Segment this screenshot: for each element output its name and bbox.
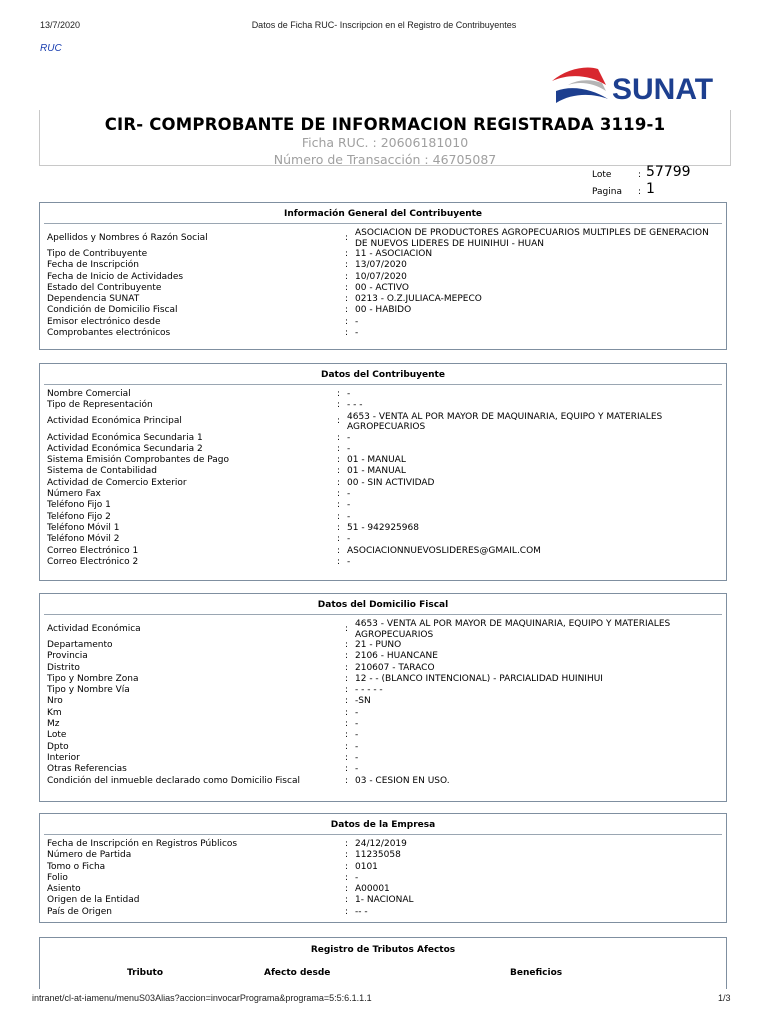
field-separator: :: [345, 685, 349, 696]
field-separator: :: [345, 730, 349, 741]
field-row: [47, 640, 720, 651]
field-value: -: [355, 328, 359, 339]
field-label: Actividad Económica Principal: [47, 416, 182, 427]
field-value: -SN: [355, 696, 371, 707]
field-separator: :: [345, 764, 349, 775]
field-row: [47, 500, 720, 511]
ficha-ruc: Ficha RUC. : 20606181010: [301, 135, 469, 150]
field-value: -: [355, 719, 359, 730]
field-label: Tipo de Representación: [47, 400, 153, 411]
field-separator: :: [337, 389, 341, 399]
field-value: 11235058: [355, 850, 401, 861]
field-value: -: [347, 511, 351, 522]
lote-value: 57799: [646, 164, 691, 180]
field-label: Lote: [47, 730, 67, 741]
field-value: -: [355, 741, 359, 752]
field-separator: :: [345, 872, 349, 883]
field-separator: :: [345, 707, 349, 718]
field-value: 210607 - TARACO: [355, 662, 435, 673]
field-row: [47, 619, 720, 640]
field-value: 10/07/2020: [355, 271, 407, 282]
field-value: 13/07/2020: [355, 260, 407, 271]
ruc-link[interactable]: RUC: [40, 43, 62, 54]
print-title: Datos de Ficha RUC- Inscripcion en el Registro de Contribuyentes: [251, 20, 517, 30]
field-label: Condición del inmueble declarado como Domicilio Fiscal: [47, 775, 300, 786]
empresa-panel: [39, 813, 727, 923]
field-separator: :: [337, 443, 341, 454]
field-row: [47, 294, 720, 305]
field-value: 51 - 942925968: [347, 522, 419, 533]
col-afecto-desde: Afecto desde: [264, 968, 331, 978]
field-label: Actividad Económica Secundaria 1: [47, 432, 203, 443]
general-info-rows: [47, 228, 720, 339]
lote-sep: :: [638, 170, 642, 180]
tributos-title: Registro de Tributos Afectos: [310, 945, 456, 955]
domicilio-rows: [47, 619, 720, 787]
field-value: 2106 - HUANCANE: [355, 651, 438, 662]
empresa-rows: [47, 839, 720, 918]
field-row: [47, 873, 720, 884]
field-row: [47, 862, 720, 873]
field-value: A00001: [355, 884, 390, 895]
field-value: -: [355, 316, 359, 327]
field-separator: :: [345, 249, 349, 259]
field-row: [47, 907, 720, 918]
general-info-title: Información General del Contribuyente: [283, 209, 483, 219]
field-separator: :: [337, 511, 341, 522]
field-row: [47, 663, 720, 674]
field-label: Sistema de Contabilidad: [47, 466, 157, 477]
field-row: [47, 317, 720, 328]
field-value: 24/12/2019: [355, 839, 407, 849]
field-separator: :: [345, 906, 349, 917]
field-row: [47, 249, 720, 260]
field-value: 4653 - VENTA AL POR MAYOR DE MAQUINARIA, EQUIPO Y MATERIALES AGROPECUARIOS: [347, 411, 663, 433]
field-separator: :: [345, 294, 349, 305]
empresa-title: Datos de la Empresa: [330, 820, 436, 830]
field-value: 1- NACIONAL: [355, 895, 414, 906]
field-value: -: [355, 730, 359, 741]
lote-label: Lote: [592, 170, 612, 180]
field-value: -: [355, 752, 359, 763]
field-row: [47, 776, 720, 787]
pagina-sep: :: [638, 187, 642, 197]
field-label: Sistema Emisión Comprobantes de Pago: [47, 455, 230, 466]
field-row: [47, 534, 720, 545]
field-separator: :: [337, 400, 341, 411]
field-row: [47, 400, 720, 411]
field-separator: :: [345, 775, 349, 786]
field-label: Comprobantes electrónicos: [47, 328, 171, 339]
field-value: -: [347, 489, 351, 500]
field-separator: :: [345, 640, 349, 650]
field-row: [47, 466, 720, 477]
field-label: Estado del Contribuyente: [47, 282, 162, 293]
field-row: [47, 685, 720, 696]
field-row: [47, 850, 720, 861]
field-label: Correo Electrónico 2: [47, 556, 139, 567]
field-value: -: [347, 443, 351, 454]
field-label: Asiento: [47, 884, 81, 895]
pagina-label: Pagina: [592, 187, 622, 197]
field-row: [47, 228, 720, 249]
field-value: ASOCIACION DE PRODUCTORES AGROPECUARIOS MULTIPLES DE GENERACION DE NUEVOS LIDERES DE HUINIHUI - HUAN: [355, 228, 709, 249]
field-value: 12 - - (BLANCO INTENCIONAL) - PARCIALIDAD HUINIHUI: [355, 673, 603, 684]
field-row: [47, 884, 720, 895]
sunat-logo: [548, 63, 728, 111]
transaction-number: Número de Transacción : 46705087: [273, 152, 497, 167]
field-row: [47, 512, 720, 523]
field-label: Mz: [47, 719, 60, 730]
field-row: [47, 719, 720, 730]
pagina-value: 1: [646, 181, 655, 197]
field-value: -: [355, 707, 359, 718]
field-value: - - - - -: [355, 685, 383, 696]
field-separator: :: [345, 895, 349, 906]
field-label: Número de Partida: [47, 850, 132, 861]
field-separator: :: [337, 455, 341, 466]
field-separator: :: [345, 260, 349, 271]
field-separator: :: [337, 432, 341, 443]
field-label: Nro: [47, 696, 63, 707]
field-row: [47, 764, 720, 775]
field-separator: :: [345, 662, 349, 673]
field-row: [47, 389, 720, 400]
field-label: Teléfono Móvil 2: [47, 534, 120, 545]
field-label: Actividad Económica Secundaria 2: [47, 443, 203, 454]
field-value: 01 - MANUAL: [347, 455, 406, 466]
field-value: ASOCIACIONNUEVOSLIDERES@GMAIL.COM: [347, 545, 541, 556]
field-label: Tipo y Nombre Vía: [47, 685, 130, 696]
logo-text: SUNAT: [612, 73, 714, 106]
field-separator: :: [337, 522, 341, 533]
field-label: País de Origen: [47, 906, 112, 917]
field-row: [47, 272, 720, 283]
field-value: -- -: [355, 906, 368, 917]
field-value: 0101: [355, 861, 378, 872]
field-label: Km: [47, 707, 62, 718]
field-separator: :: [345, 884, 349, 895]
field-label: Teléfono Móvil 1: [47, 522, 120, 533]
field-value: 11 - ASOCIACION: [355, 249, 433, 259]
field-value: 0213 - O.Z.JULIACA-MEPECO: [355, 294, 482, 305]
logo-swoosh-blue: [556, 88, 608, 103]
field-label: Fecha de Inscripción: [47, 260, 139, 271]
field-separator: :: [337, 477, 341, 488]
contribuyente-title: Datos del Contribuyente: [321, 370, 445, 380]
col-beneficios: Beneficios: [510, 968, 563, 978]
field-separator: :: [345, 282, 349, 293]
field-label: Origen de la Entidad: [47, 895, 140, 906]
field-row: [47, 546, 720, 557]
field-row: [47, 895, 720, 906]
field-value: -: [347, 534, 351, 545]
field-row: [47, 260, 720, 271]
domicilio-title: Datos del Domicilio Fiscal: [317, 600, 449, 610]
field-row: [47, 651, 720, 662]
field-separator: :: [337, 416, 341, 427]
field-label: Condición de Domicilio Fiscal: [47, 305, 178, 316]
tributos-panel: [39, 937, 727, 989]
field-label: Correo Electrónico 1: [47, 545, 139, 556]
field-label: Departamento: [47, 640, 113, 650]
field-value: 03 - CESION EN USO.: [355, 775, 450, 786]
field-separator: :: [345, 741, 349, 752]
field-separator: :: [345, 271, 349, 282]
field-label: Otras Referencias: [47, 764, 127, 775]
field-row: [47, 753, 720, 764]
field-value: -: [347, 432, 351, 443]
field-row: [47, 557, 720, 568]
field-row: [47, 708, 720, 719]
document-title-box: [39, 110, 731, 166]
field-value: 00 - SIN ACTIVIDAD: [347, 477, 435, 488]
field-label: Tomo o Ficha: [47, 861, 106, 872]
field-row: [47, 839, 720, 850]
field-label: Fecha de Inscripción en Registros Públicos: [47, 839, 238, 849]
field-separator: :: [337, 500, 341, 511]
field-separator: :: [345, 328, 349, 339]
field-label: Dependencia SUNAT: [47, 294, 140, 305]
contribuyente-rows: [47, 389, 720, 568]
field-value: -: [355, 764, 359, 775]
field-separator: :: [337, 466, 341, 477]
field-row: [47, 478, 720, 489]
field-row: [47, 328, 720, 339]
field-separator: :: [337, 545, 341, 556]
col-tributo: Tributo: [127, 968, 164, 978]
print-date: 13/7/2020: [40, 20, 81, 30]
field-value: 21 - PUNO: [355, 640, 402, 650]
field-label: Número Fax: [47, 489, 101, 500]
field-value: 01 - MANUAL: [347, 466, 406, 477]
field-label: Tipo de Contribuyente: [47, 249, 148, 259]
field-label: Folio: [47, 872, 68, 883]
field-row: [47, 730, 720, 741]
field-label: Provincia: [47, 651, 88, 662]
field-label: Apellidos y Nombres ó Razón Social: [47, 232, 208, 243]
field-separator: :: [345, 861, 349, 872]
domicilio-panel: [39, 593, 727, 802]
field-label: Dpto: [47, 741, 69, 752]
field-row: [47, 444, 720, 455]
field-row: [47, 696, 720, 707]
field-label: Actividad de Comercio Exterior: [47, 477, 187, 488]
field-row: [47, 433, 720, 444]
contribuyente-panel: [39, 363, 727, 581]
field-value: 4653 - VENTA AL POR MAYOR DE MAQUINARIA, EQUIPO Y MATERIALES AGROPECUARIOS: [355, 619, 671, 640]
field-value: -: [347, 500, 351, 511]
field-label: Tipo y Nombre Zona: [47, 673, 139, 684]
field-separator: :: [345, 839, 349, 849]
document-title: CIR- COMPROBANTE DE INFORMACION REGISTRADA 3119-1: [104, 115, 666, 134]
field-label: Teléfono Fijo 2: [47, 511, 111, 522]
field-row: [47, 489, 720, 500]
field-separator: :: [345, 752, 349, 763]
field-label: Nombre Comercial: [47, 389, 131, 399]
field-separator: :: [337, 556, 341, 567]
field-separator: :: [345, 651, 349, 662]
field-separator: :: [345, 719, 349, 730]
field-row: [47, 283, 720, 294]
field-label: Fecha de Inicio de Actividades: [47, 271, 184, 282]
field-separator: :: [345, 305, 349, 316]
field-row: [47, 523, 720, 534]
field-separator: :: [345, 696, 349, 707]
field-label: Interior: [47, 752, 80, 763]
field-row: [47, 305, 720, 316]
field-value: -: [347, 556, 351, 567]
field-separator: :: [345, 673, 349, 684]
field-row: [47, 742, 720, 753]
field-separator: :: [345, 623, 349, 634]
field-label: Distrito: [47, 662, 80, 673]
footer-page: 1/3: [718, 993, 731, 1003]
field-row: [47, 455, 720, 466]
general-info-panel: [39, 202, 727, 350]
field-label: Emisor electrónico desde: [47, 316, 161, 327]
field-value: 00 - HABIDO: [355, 305, 412, 316]
field-row: [47, 674, 720, 685]
field-value: -: [347, 389, 351, 399]
field-value: 00 - ACTIVO: [355, 282, 409, 293]
field-separator: :: [345, 316, 349, 327]
field-value: - - -: [347, 400, 363, 411]
field-row: [47, 412, 720, 433]
field-label: Actividad Económica: [47, 623, 141, 634]
field-label: Teléfono Fijo 1: [47, 500, 111, 511]
field-value: -: [355, 872, 359, 883]
field-separator: :: [345, 232, 349, 243]
footer-url: intranet/cl-at-iamenu/menuS03Alias?accion=invocarPrograma&programa=5:5:6.1.1.1: [32, 993, 372, 1003]
field-separator: :: [345, 850, 349, 861]
field-separator: :: [337, 534, 341, 545]
field-separator: :: [337, 489, 341, 500]
